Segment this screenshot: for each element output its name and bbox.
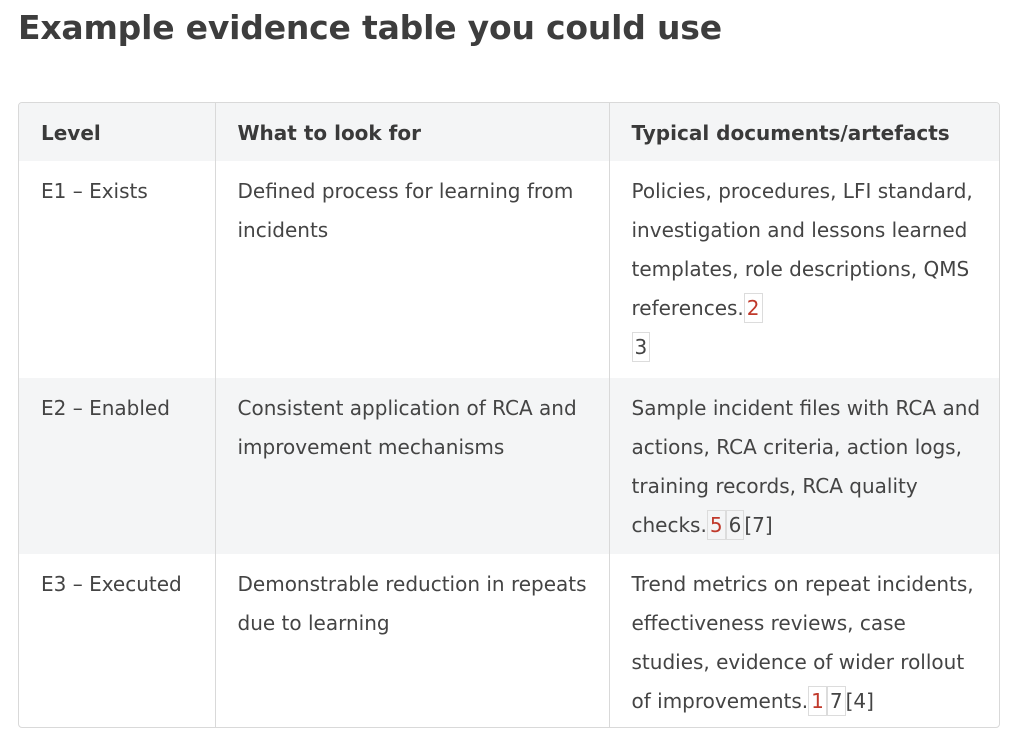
documents-text: Policies, procedures, LFI standard, investigation and lessons learned templates, role descriptions, QMS references. [631, 179, 973, 320]
citation-link[interactable]: 7 [827, 686, 846, 716]
page-title: Example evidence table you could use [18, 8, 722, 47]
table-header-row [19, 103, 999, 161]
citation-link[interactable]: [4] [845, 689, 874, 713]
cell-level: E1 – Exists [41, 179, 148, 203]
cell-level: E3 – Executed [41, 572, 182, 596]
header-level: Level [41, 121, 101, 145]
citation-link[interactable]: [7] [744, 513, 773, 537]
cell-documents [609, 161, 999, 378]
citation-link[interactable]: 1 [808, 686, 827, 716]
cell-documents [609, 554, 999, 728]
citation-link[interactable]: 5 [707, 510, 726, 540]
citation-link[interactable]: 3 [632, 332, 651, 362]
cell-level: E2 – Enabled [41, 396, 170, 420]
documents-text: Sample incident files with RCA and actions, RCA criteria, action logs, training records, RCA quality checks. [631, 396, 981, 537]
cell-look-for: Defined process for learning from incidents [215, 161, 609, 378]
evidence-table [18, 102, 1000, 728]
header-what-to-look-for: What to look for [215, 103, 609, 161]
citation-link[interactable]: 2 [744, 293, 763, 323]
header-typical-documents: Typical documents/artefacts [609, 103, 999, 161]
table-row [19, 378, 999, 554]
documents-text: Trend metrics on repeat incidents, effectiveness reviews, case studies, evidence of wider rollout of improvements. [631, 572, 974, 713]
cell-documents [609, 378, 999, 554]
table-row [19, 161, 999, 378]
table-row [19, 554, 999, 728]
citation-link[interactable]: 6 [726, 510, 745, 540]
cell-look-for: Consistent application of RCA and improvement mechanisms [215, 378, 609, 554]
cell-look-for: Demonstrable reduction in repeats due to learning [215, 554, 609, 728]
